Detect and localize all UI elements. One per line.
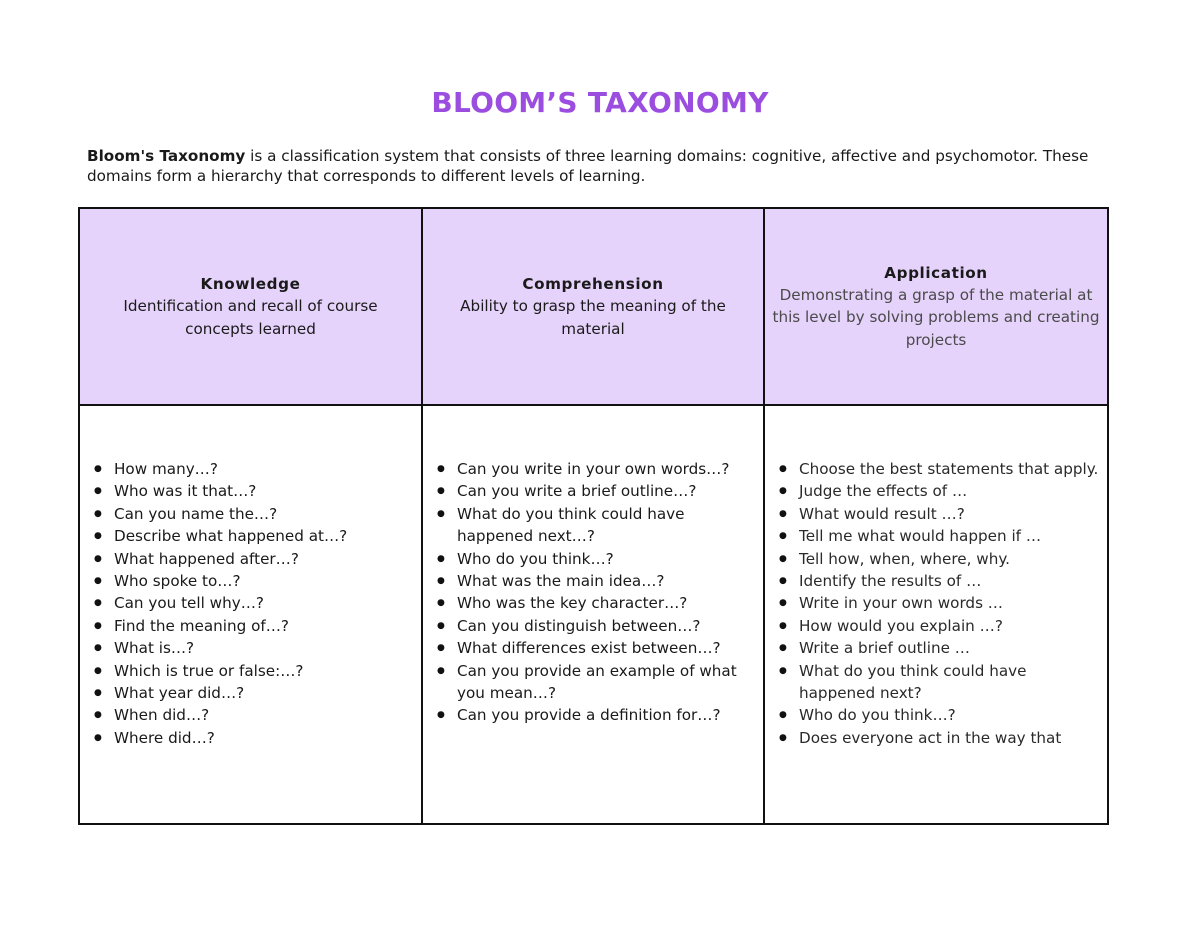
question-item: ● Can you write in your own words…? [457, 458, 759, 480]
taxonomy-questions-row [79, 405, 1108, 824]
questions-cell-knowledge [79, 405, 422, 824]
question-item: ● Can you write a brief outline…? [457, 480, 759, 502]
question-item: ● Find the meaning of…? [114, 615, 411, 637]
taxonomy-table [78, 207, 1109, 825]
question-item: ● Write a brief outline … [799, 637, 1101, 659]
question-item: ● What do you think could have happened next? [799, 660, 1101, 705]
question-item: ● Can you distinguish between…? [457, 615, 759, 637]
taxonomy-header-row [79, 208, 1108, 405]
header-cell-application [764, 208, 1108, 405]
question-item: ● Choose the best statements that apply. [799, 458, 1101, 480]
question-item: ● What is…? [114, 637, 411, 659]
question-item: ● Can you provide a definition for…? [457, 704, 759, 726]
question-item: ● Where did…? [114, 727, 411, 749]
question-item: ● What differences exist between…? [457, 637, 759, 659]
level-name: Application [884, 263, 988, 282]
question-item: ● Identify the results of … [799, 570, 1101, 592]
level-description: Demonstrating a grasp of the material at this level by solving problems and creating projects [772, 285, 1100, 349]
question-item: ● Can you tell why…? [114, 592, 411, 614]
page-title: BLOOM’S TAXONOMY [431, 86, 769, 119]
level-name: Comprehension [522, 275, 664, 293]
question-item: ● Does everyone act in the way that [799, 727, 1101, 749]
level-description: Ability to grasp the meaning of the material [460, 297, 726, 338]
question-item: ● How would you explain …? [799, 615, 1101, 637]
level-description: Identification and recall of course concepts learned [123, 297, 378, 338]
question-item: ● Who do you think…? [799, 704, 1101, 726]
question-item: ● Which is true or false:…? [114, 660, 411, 682]
header-cell-comprehension [422, 208, 764, 405]
questions-cell-comprehension [422, 405, 764, 824]
question-item: ● Judge the effects of … [799, 480, 1101, 502]
level-name: Knowledge [200, 275, 301, 293]
question-item: ● When did…? [114, 704, 411, 726]
question-item: ● What would result …? [799, 503, 1101, 525]
question-item: ● Describe what happened at…? [114, 525, 411, 547]
question-item: ● Who spoke to…? [114, 570, 411, 592]
question-item: ● What do you think could have happened next…? [457, 503, 759, 548]
question-item: ● How many…? [114, 458, 411, 480]
question-item: ● Can you name the…? [114, 503, 411, 525]
questions-cell-application [764, 405, 1108, 824]
question-item: ● Can you provide an example of what you mean…? [457, 660, 759, 705]
question-item: ● Write in your own words … [799, 592, 1101, 614]
intro-text: is a classification system that consists of three learning domains: cognitive, affective and psychomotor. These domains form a hierarchy that corresponds to different levels of learning. [87, 147, 1089, 185]
question-item: ● Tell me what would happen if … [799, 525, 1101, 547]
intro-paragraph [87, 146, 1117, 186]
question-list [423, 406, 763, 727]
question-item: ● Tell how, when, where, why. [799, 548, 1101, 570]
question-item: ● What happened after…? [114, 548, 411, 570]
question-list [80, 406, 421, 749]
question-item: ● Who was it that…? [114, 480, 411, 502]
question-item: ● What was the main idea…? [457, 570, 759, 592]
intro-term: Bloom's Taxonomy [87, 147, 246, 165]
question-list [765, 406, 1107, 749]
header-cell-knowledge [79, 208, 422, 405]
question-item: ● What year did…? [114, 682, 411, 704]
question-item: ● Who was the key character…? [457, 592, 759, 614]
question-item: ● Who do you think…? [457, 548, 759, 570]
